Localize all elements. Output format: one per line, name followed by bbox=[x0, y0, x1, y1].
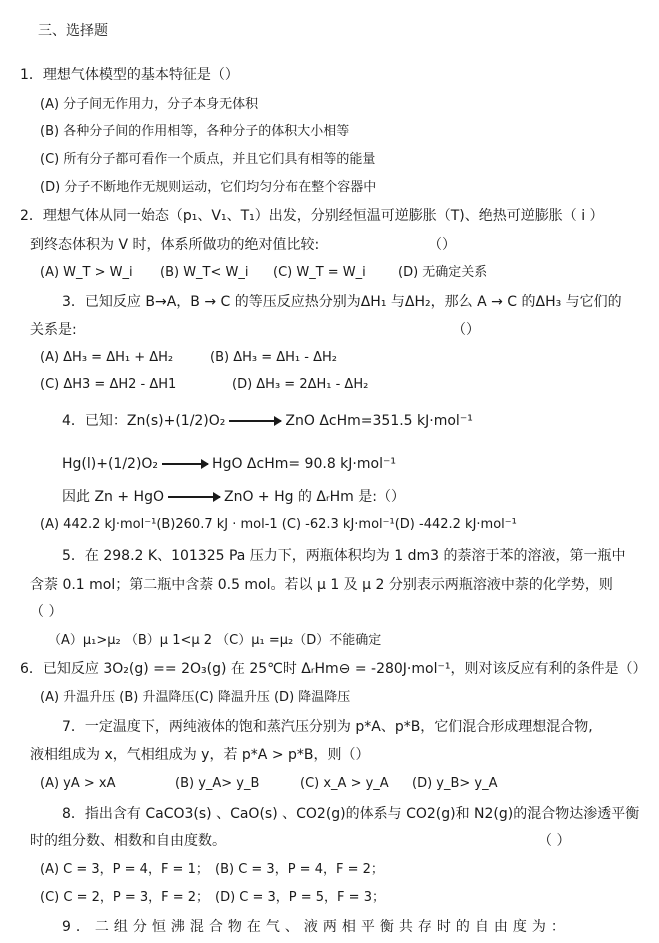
question-5-options: （A）μ₁>μ₂ （B）μ 1<μ 2 （C）μ₁ =μ₂（D）不能确定 bbox=[48, 633, 382, 648]
question-3-option-d: (D) ΔH₃ = 2ΔH₁ - ΔH₂ bbox=[232, 377, 369, 392]
question-2-stem-line1: 2．理想气体从同一始态（p₁、V₁、T₁）出发，分别经恒温可逆膨胀（T)、绝热可逆膨胀（ i ） bbox=[20, 208, 604, 224]
question-3-option-a: (A) ΔH₃ = ΔH₁ + ΔH₂ bbox=[40, 350, 174, 365]
question-3-stem-line1: 3．已知反应 B→A，B → C 的等压反应热分别为ΔH₁ 与ΔH₂，那么 A → C 的ΔH₃ 与它们的 bbox=[62, 294, 622, 310]
question-1-stem: 1．理想气体模型的基本特征是（） bbox=[20, 67, 239, 83]
question-7-option-b: (B) y_A> y_B bbox=[175, 776, 260, 791]
question-1-option-c: (C) 所有分子都可看作一个质点，并且它们具有相等的能量 bbox=[40, 152, 376, 167]
question-7-stem-line2: 液相组成为 x，气相组成为 y，若 p*A > p*B，则（） bbox=[30, 747, 370, 763]
question-1-option-b: (B) 各种分子间的作用相等，各种分子的体积大小相等 bbox=[40, 124, 350, 139]
question-5-answer-blank: （ ） bbox=[30, 604, 63, 620]
question-8-option-a: (A) C = 3，P = 4，F = 1； bbox=[40, 862, 209, 877]
reaction-arrow-icon bbox=[168, 496, 220, 498]
question-3-option-b: (B) ΔH₃ = ΔH₁ - ΔH₂ bbox=[210, 350, 337, 365]
question-4-reaction2-products: HgO ΔcHm= 90.8 kJ·mol⁻¹ bbox=[212, 456, 396, 472]
question-2-option-a: (A) W_T > W_i bbox=[40, 265, 133, 280]
question-4-line2 bbox=[62, 455, 396, 473]
question-7-option-d: (D) y_B> y_A bbox=[412, 776, 498, 791]
question-9-stem: 9．二组分恒沸混合物在气、液两相平衡共存时的自由度为： bbox=[62, 919, 570, 935]
question-5-stem-line2: 含萘 0.1 mol；第二瓶中含萘 0.5 mol。若以 μ 1 及 μ 2 分别表示两瓶溶液中萘的化学势，则 bbox=[30, 577, 613, 593]
question-4-reaction3-products: ZnO + Hg 的 ΔᵣHm 是:（） bbox=[223, 489, 405, 505]
question-7-option-c: (C) x_A > y_A bbox=[300, 776, 389, 791]
question-5-stem-line1: 5．在 298.2 K、101325 Pa 压力下，两瓶体积均为 1 dm3 的萘溶于苯的溶液，第一瓶中 bbox=[62, 548, 626, 564]
question-3-option-c: (C) ΔH3 = ΔH2 - ΔH1 bbox=[40, 377, 177, 392]
question-4-reaction2-reactants: Hg(l)+(1/2)O₂ bbox=[62, 456, 159, 472]
question-2-option-d: (D) 无确定关系 bbox=[398, 265, 488, 280]
question-8-option-c: (C) C = 2，P = 3，F = 2； bbox=[40, 890, 210, 905]
question-8-option-b: (B) C = 3，P = 4，F = 2； bbox=[215, 862, 384, 877]
question-4-line3 bbox=[62, 488, 405, 506]
question-8-answer-blank: （ ） bbox=[538, 833, 571, 849]
question-7-option-a: (A) yA > xA bbox=[40, 776, 116, 791]
question-1-option-a: (A) 分子间无作用力，分子本身无体积 bbox=[40, 97, 259, 112]
question-2-stem-line2: 到终态体积为 V 时，体系所做功的绝对值比较: bbox=[30, 237, 320, 253]
question-3-stem-line2: 关系是: bbox=[30, 322, 77, 338]
reaction-arrow-icon bbox=[229, 420, 281, 422]
question-2-answer-blank: （） bbox=[428, 237, 456, 253]
reaction-arrow-icon bbox=[162, 463, 208, 465]
question-2-option-b: (B) W_T< W_i bbox=[160, 265, 249, 280]
question-3-answer-blank: （） bbox=[452, 322, 480, 338]
section-title: 三、选择题 bbox=[38, 23, 108, 39]
question-4-line1 bbox=[62, 412, 473, 430]
question-4-options: (A) 442.2 kJ·mol⁻¹(B)260.7 kJ · mol-1 (C) -62.3 kJ·mol⁻¹(D) -442.2 kJ·mol⁻¹ bbox=[40, 517, 517, 532]
question-2-option-c: (C) W_T = W_i bbox=[273, 265, 366, 280]
question-7-stem-line1: 7．一定温度下，两纯液体的饱和蒸汽压分别为 p*A、p*B，它们混合形成理想混合物, bbox=[62, 719, 593, 735]
question-8-option-d: (D) C = 3，P = 5，F = 3； bbox=[215, 890, 385, 905]
question-8-stem-line2: 时的组分数、相数和自由度数。 bbox=[30, 833, 226, 849]
question-4-reaction1-products: ZnO ΔcHm=351.5 kJ·mol⁻¹ bbox=[285, 413, 473, 429]
question-4-reaction1-reactants: 4．已知：Zn(s)+(1/2)O₂ bbox=[62, 413, 226, 429]
question-8-stem-line1: 8．指出含有 CaCO3(s) 、CaO(s) 、CO2(g)的体系与 CO2(g)和 N2(g)的混合物达渗透平衡 bbox=[62, 806, 640, 822]
question-6-options: (A) 升温升压 (B) 升温降压(C) 降温升压 (D) 降温降压 bbox=[40, 690, 351, 705]
question-1-option-d: (D) 分子不断地作无规则运动，它们均匀分布在整个容器中 bbox=[40, 180, 377, 195]
question-4-reaction3-reactants: 因此 Zn + HgO bbox=[62, 489, 164, 505]
question-6-stem: 6．已知反应 3O₂(g) == 2O₃(g) 在 25℃时 ΔᵣHm⊖ = -280J·mol⁻¹，则对该反应有利的条件是（） bbox=[20, 661, 647, 677]
